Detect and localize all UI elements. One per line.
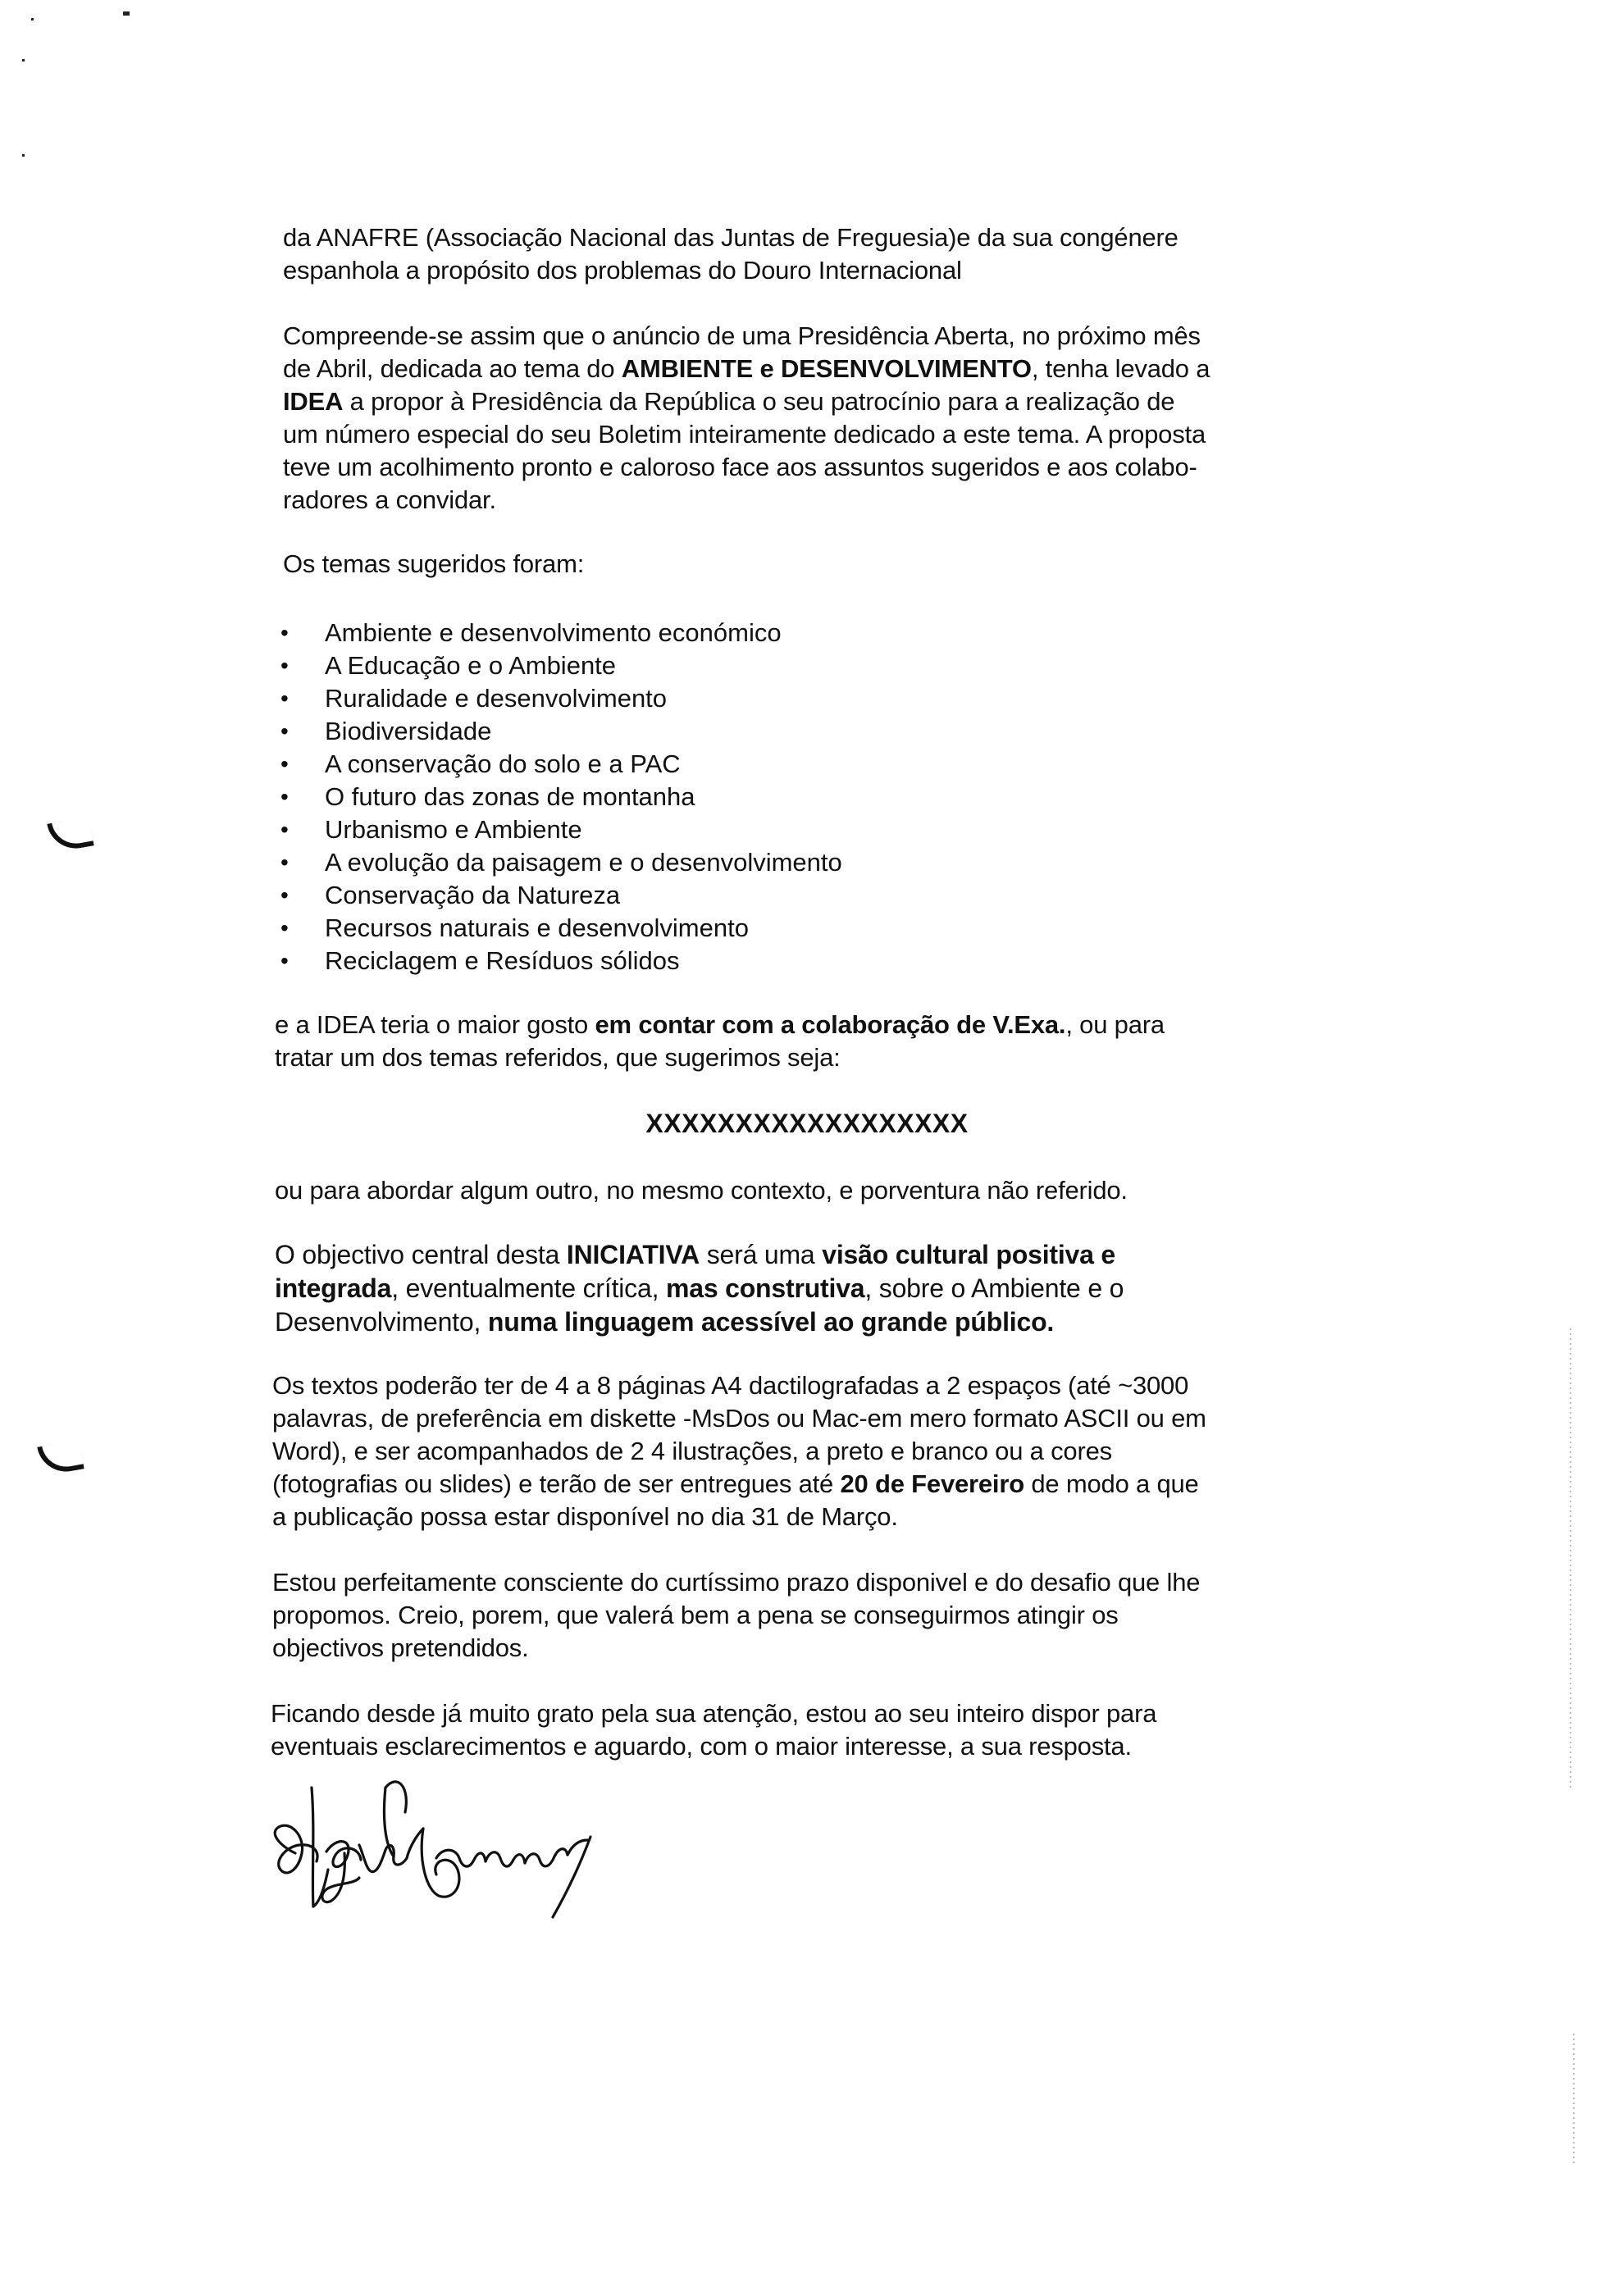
bold-run: em contar com a colaboração de V.Exa. <box>595 1010 1066 1039</box>
bold-run: numa linguagem acessível ao grande público. <box>487 1307 1055 1337</box>
paragraph-closing: Ficando desde já muito grato pela sua atenção, estou ao seu inteiro dispor para eventuais esclarecimentos e aguardo, com o maior interesse, a sua resposta. <box>271 1699 1157 1761</box>
bold-run: mas construtiva <box>665 1273 865 1303</box>
bold-run: visão cultural positiva e integrada <box>275 1240 1116 1303</box>
text-run: de modo a que a publicação possa estar disponível no dia 31 de Março. <box>272 1469 1199 1531</box>
text-run: , eventualmente crítica, <box>391 1273 666 1303</box>
text-run: será uma <box>700 1240 823 1269</box>
text-run: Compreende-se assim que o anúncio de uma Presidência Aberta, no próximo mês de Abril, dedicada ao tema do <box>283 321 1201 383</box>
text-run: O objectivo central desta <box>275 1240 567 1269</box>
bold-run: AMBIENTE e DESENVOLVIMENTO <box>621 354 1032 383</box>
list-item: • Ruralidade e desenvolvimento <box>279 682 842 715</box>
scan-hook-mark <box>47 817 93 853</box>
list-item: • Biodiversidade <box>279 715 842 748</box>
paragraph-objective <box>275 1238 1341 1339</box>
scan-mark <box>22 154 25 157</box>
text-run: , sobre o Ambiente e o Desenvolvimento, <box>275 1273 1124 1337</box>
list-item: • A evolução da paisagem e o desenvolvimento <box>279 846 842 879</box>
paragraph-collaboration <box>275 1009 1341 1074</box>
scan-hook-mark <box>37 1440 84 1476</box>
list-item: • A conservação do solo e a PAC <box>279 748 842 781</box>
text-run: , tenha levado a <box>1031 354 1210 383</box>
list-item: • Recursos naturais e desenvolvimento <box>279 912 842 945</box>
paragraph-text-requirements <box>272 1369 1355 1533</box>
paragraph-deadline: Estou perfeitamente consciente do curtíssimo prazo disponivel e do desafio que lhe propomos. Creio, porem, que valerá bem a pena se conseguirmos atingir os objectivos pretendidos. <box>272 1568 1201 1662</box>
bold-run: IDEA <box>283 387 344 416</box>
signature <box>262 1755 640 1919</box>
scan-mark <box>22 59 25 61</box>
list-item: • Ambiente e desenvolvimento económico <box>279 617 842 649</box>
paragraph-other-topic: ou para abordar algum outro, no mesmo contexto, e porventura não referido. <box>275 1176 1128 1205</box>
text-run: Os textos poderão ter de 4 a 8 páginas A4 dactilografadas a 2 espaços (até ~3000 palavras, de preferência em diskette -MsDos ou Mac-em mero formato ASCII ou em Word), e ser acompanhados de 2 4 ilustrações, a preto e branco ou a cores (fotografias ou slides) e terão de ser entregues até <box>272 1371 1206 1498</box>
scan-mark <box>31 18 34 20</box>
text-run: a propor à Presidência da República o seu patrocínio para a realização de um número especial do seu Boletim inteiramente dedicado a este tema. A proposta teve um acolhimento pronto e caloroso face aos assuntos sugeridos e aos colabo- radores a convidar. <box>283 387 1206 514</box>
paragraph-presidency <box>283 320 1366 517</box>
placeholder-topic: XXXXXXXXXXXXXXXXXX <box>645 1109 969 1138</box>
topics-list <box>279 617 842 977</box>
list-item: • Conservação da Natureza <box>279 879 842 912</box>
list-item: • Urbanismo e Ambiente <box>279 813 842 846</box>
list-item: • A Educação e o Ambiente <box>279 649 842 682</box>
scan-mark <box>123 11 130 16</box>
scan-edge-line <box>1573 2034 1575 2165</box>
list-item: • O futuro das zonas de montanha <box>279 781 842 813</box>
bold-run: INICIATIVA <box>566 1240 700 1269</box>
paragraph-topics-intro: Os temas sugeridos foram: <box>283 549 585 578</box>
list-item: • Reciclagem e Resíduos sólidos <box>279 945 842 977</box>
text-run: , ou para tratar um dos temas referidos, que sugerimos seja: <box>275 1010 1165 1072</box>
text-run: e a IDEA teria o maior gosto <box>275 1010 595 1039</box>
bold-run: 20 de Fevereiro <box>840 1469 1024 1498</box>
scan-edge-line <box>1570 1328 1571 1788</box>
paragraph-intro: da ANAFRE (Associação Nacional das Juntas de Freguesia)e da sua congénere espanhola a propósito dos problemas do Douro Internacional <box>283 223 1179 285</box>
